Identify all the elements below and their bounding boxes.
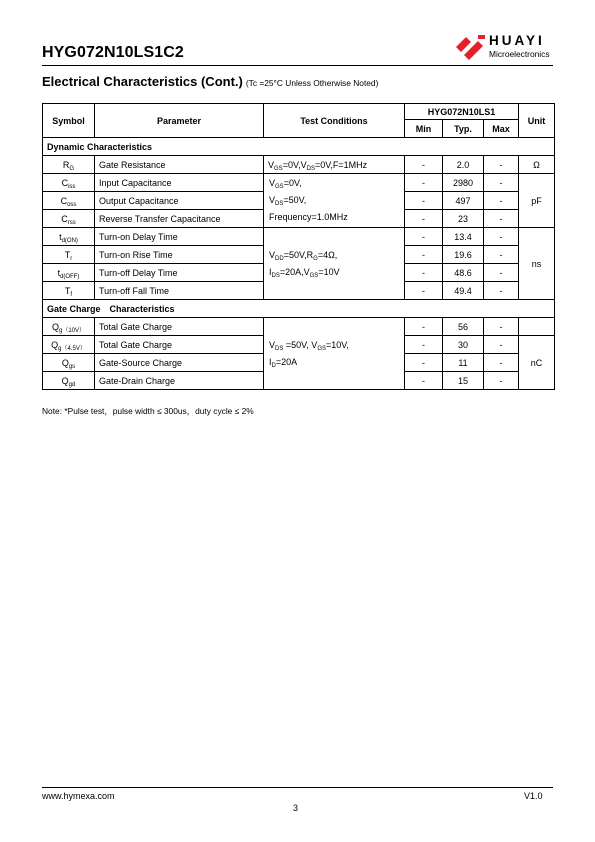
section-row-dynamic (43, 138, 555, 156)
max-cell: - (484, 282, 519, 300)
logo-wordmark: HUAYI (489, 33, 545, 48)
electrical-characteristics-table (42, 103, 555, 390)
header-max: Max (484, 120, 519, 138)
typ-cell: 49.4 (443, 282, 484, 300)
symbol-cell: $T_f$ (43, 282, 95, 300)
symbol-cell: $R_G$ (43, 156, 95, 174)
parameter-cell: Gate-Source Charge (95, 354, 264, 372)
max-cell: - (484, 318, 519, 336)
typ-cell: 19.6 (443, 246, 484, 264)
page-number: 3 (293, 803, 299, 813)
table-row (43, 174, 555, 192)
symbol-cell: $t_{d(ON)}$ (43, 228, 95, 246)
header-unit: Unit (519, 104, 555, 138)
min-cell: - (405, 282, 443, 300)
parameter-cell: Input Capacitance (95, 174, 264, 192)
min-cell: - (405, 192, 443, 210)
footnote: Note: *Pulse test，pulse width ≤ 300us，duty cycle ≤ 2% (42, 406, 254, 416)
typ-cell: 2980 (443, 174, 484, 192)
condition-cell: $V_{DS} =50V$, $V_{GS}=10V$, $I_D=20A$ (264, 318, 405, 390)
section-note: (Tc =25°C Unless Otherwise Noted) (245, 78, 379, 88)
typ-cell: 56 (443, 318, 484, 336)
typ-cell: 48.6 (443, 264, 484, 282)
parameter-cell: Turn-off Fall Time (95, 282, 264, 300)
symbol-cell: $Q_{gs}$ (43, 354, 95, 372)
header-typ: Typ. (443, 120, 484, 138)
dynamic-section-title: Dynamic Characteristics (43, 138, 555, 156)
condition-cell: $V_{GS}=0V$, $V_{DS}=50V$, Frequency=1.0MHz (264, 174, 405, 228)
min-cell: - (405, 228, 443, 246)
typ-cell: 23 (443, 210, 484, 228)
header-test-conditions: Test Conditions (264, 104, 405, 138)
max-cell: - (484, 264, 519, 282)
footer-version: V1.0 (524, 791, 543, 801)
parameter-cell: Turn-off Delay Time (95, 264, 264, 282)
section-row-gate-charge (43, 300, 555, 318)
footer-rule (42, 787, 553, 788)
symbol-cell: $t_{d(OFF)}$ (43, 264, 95, 282)
unit-cell: nC (519, 336, 555, 390)
table-row (43, 228, 555, 246)
min-cell: - (405, 210, 443, 228)
symbol-cell: $Q_{g(10V)}$ (43, 318, 95, 336)
min-cell: - (405, 174, 443, 192)
header-symbol: Symbol (43, 104, 95, 138)
header-min: Min (405, 120, 443, 138)
parameter-cell: Total Gate Charge (95, 318, 264, 336)
part-number: HYG072N10LS1C2 (42, 44, 184, 61)
max-cell: - (484, 336, 519, 354)
symbol-cell: $C_{iss}$ (43, 174, 95, 192)
symbol-cell: $Q_{g(4.5V)}$ (43, 336, 95, 354)
unit-cell-empty (519, 318, 555, 336)
table-row (43, 318, 555, 336)
max-cell: - (484, 156, 519, 174)
symbol-cell: $Q_{gd}$ (43, 372, 95, 390)
header-device: HYG072N10LS1 (405, 104, 519, 120)
parameter-cell: Gate-Drain Charge (95, 372, 264, 390)
typ-cell: 13.4 (443, 228, 484, 246)
gate-charge-section-title: Gate Charge Characteristics (43, 300, 555, 318)
condition-cell: $V_{GS}=0V,V_{DS}=0V,F=1MHz$ (264, 156, 405, 174)
max-cell: - (484, 210, 519, 228)
section-title (42, 74, 378, 89)
typ-cell: 11 (443, 354, 484, 372)
table-row (43, 156, 555, 174)
typ-cell: 30 (443, 336, 484, 354)
footer-url: www.hymexa.com (42, 791, 115, 801)
max-cell: - (484, 174, 519, 192)
header-rule (42, 65, 553, 66)
min-cell: - (405, 336, 443, 354)
max-cell: - (484, 228, 519, 246)
condition-cell: $V_{DD}=50V,R_G=4\Omega$, $I_{DS}=20A,V_{GS}=10V$ (264, 228, 405, 300)
typ-cell: 497 (443, 192, 484, 210)
min-cell: - (405, 246, 443, 264)
max-cell: - (484, 372, 519, 390)
max-cell: - (484, 192, 519, 210)
symbol-cell: $C_{rss}$ (43, 210, 95, 228)
min-cell: - (405, 318, 443, 336)
section-title-text: Electrical Characteristics (Cont.) (42, 74, 243, 89)
max-cell: - (484, 354, 519, 372)
min-cell: - (405, 156, 443, 174)
table-header-row (43, 104, 555, 120)
min-cell: - (405, 354, 443, 372)
typ-cell: 15 (443, 372, 484, 390)
parameter-cell: Turn-on Rise Time (95, 246, 264, 264)
parameter-cell: Reverse Transfer Capacitance (95, 210, 264, 228)
unit-cell: Ω (519, 156, 555, 174)
parameter-cell: Output Capacitance (95, 192, 264, 210)
typ-cell: 2.0 (443, 156, 484, 174)
header-parameter: Parameter (95, 104, 264, 138)
max-cell: - (484, 246, 519, 264)
min-cell: - (405, 372, 443, 390)
parameter-cell: Turn-on Delay Time (95, 228, 264, 246)
symbol-cell: $T_r$ (43, 246, 95, 264)
min-cell: - (405, 264, 443, 282)
unit-cell: pF (519, 174, 555, 228)
logo-subtitle: Microelectronics (489, 49, 550, 59)
symbol-cell: $C_{oss}$ (43, 192, 95, 210)
parameter-cell: Gate Resistance (95, 156, 264, 174)
unit-cell: ns (519, 228, 555, 300)
parameter-cell: Total Gate Charge (95, 336, 264, 354)
